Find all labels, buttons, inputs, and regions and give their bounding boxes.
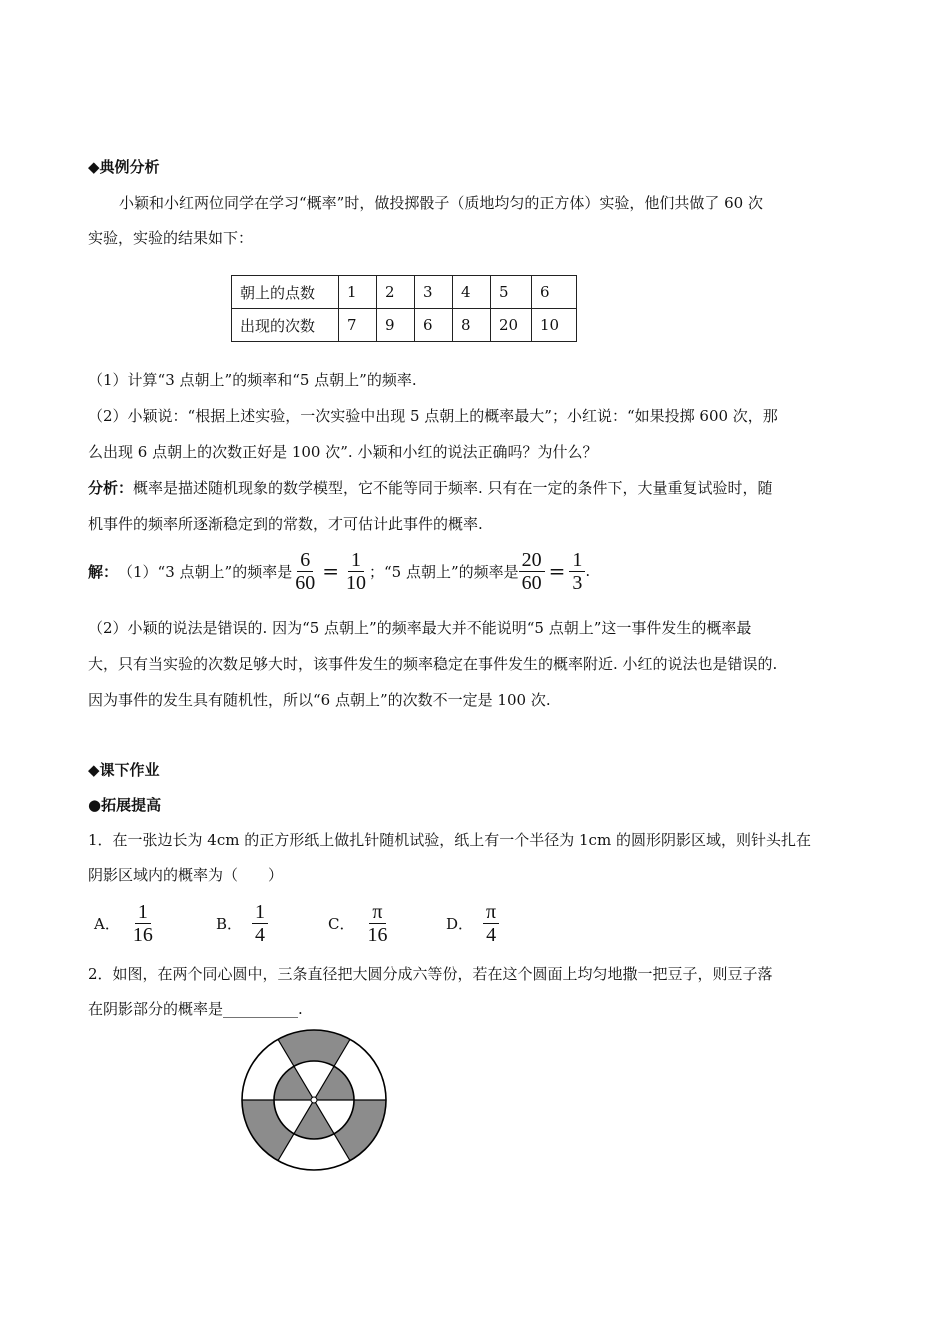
problem-2-line-2: 在阴影部分的概率是__________. [88, 1000, 303, 1018]
outer-shaded-sector [242, 1100, 294, 1161]
solution-1-period: . [585, 562, 591, 580]
option-d [446, 898, 499, 948]
equals-sign: = [322, 559, 339, 583]
fraction-numerator: 20 [519, 549, 545, 572]
table-row [232, 309, 577, 342]
equals-sign: = [548, 559, 566, 583]
solution-label: 解： [88, 562, 119, 581]
analysis-line-2: 机事件的频率所逐渐稳定到的常数，才可估计此事件的概率. [88, 515, 483, 533]
table-cell: 朝上的点数 [232, 276, 339, 309]
table-cell: 2 [377, 276, 415, 309]
inner-shaded-sector [274, 1066, 314, 1100]
fraction-denominator: 4 [255, 923, 266, 946]
option-c [328, 898, 390, 948]
question-2-line-2: 么出现 6 点朝上的次数正好是 100 次”. 小颖和小红的说法正确吗？为什么？ [88, 443, 598, 461]
subheading-extension: ●拓展提高 [88, 796, 162, 814]
fraction-20-60 [519, 549, 545, 594]
table-row [232, 276, 577, 309]
option-a [94, 898, 156, 948]
option-label: A． [94, 914, 120, 933]
fraction-denominator: 16 [367, 923, 388, 946]
table-cell: 1 [339, 276, 377, 309]
question-1: （1）计算“3 点朝上”的频率和“5 点朝上”的频率. [88, 371, 417, 389]
fraction-denominator: 3 [572, 571, 583, 594]
table-cell: 10 [532, 309, 577, 342]
table-cell: 6 [532, 276, 577, 309]
dice-results-table [231, 275, 577, 342]
option-b [216, 898, 268, 948]
option-label: C． [328, 914, 355, 933]
solution-1-middle: ；“5 点朝上”的频率是 [368, 562, 519, 581]
option-fraction [483, 901, 499, 946]
solution-2-line-2: 大，只有当实验的次数足够大时，该事件发生的频率稳定在事件发生的概率附近. 小红的说法也是错误的. [88, 655, 778, 673]
option-fraction [364, 901, 390, 946]
analysis-text: 概率是描述随机现象的数学模型，它不能等同于频率. 只有在一定的条件下，大量重复试验时，随 [133, 479, 773, 497]
solution-2-line-1: （2）小颖的说法是错误的. 因为“5 点朝上”的频率最大并不能说明“5 点朝上”这一事件发生的概率最 [88, 619, 752, 637]
problem-1-line-1: 1．在一张边长为 4cm 的正方形纸上做扎针随机试验，纸上有一个半径为 1cm 的圆形阴影区域，则针头扎在 [88, 831, 811, 849]
table-cell: 7 [339, 309, 377, 342]
solution-line-1 [88, 545, 590, 597]
solution-2-line-3: 因为事件的发生具有随机性，所以“6 点朝上”的次数不一定是 100 次. [88, 691, 551, 709]
table-cell: 4 [453, 276, 491, 309]
problem-1-line-2: 阴影区域内的概率为（ ） [88, 866, 284, 884]
fraction-6-60 [292, 549, 318, 594]
table-cell: 20 [491, 309, 532, 342]
table-cell: 5 [491, 276, 532, 309]
inner-shaded-sector [294, 1100, 334, 1139]
fraction-1-10 [343, 549, 369, 594]
option-label: B． [216, 914, 243, 933]
intro-line-1: 小颖和小红两位同学在学习“概率”时，做投掷骰子（质地均匀的正方体）实验，他们共做了 60 次 [119, 194, 763, 212]
option-fraction [130, 901, 156, 946]
table-cell: 出现的次数 [232, 309, 339, 342]
fraction-denominator: 16 [132, 923, 153, 946]
analysis-label: 分析： [88, 479, 134, 497]
question-2-line-1: （2）小颖说：“根据上述实验，一次实验中出现 5 点朝上的概率最大”；小红说：“如果投掷 600 次，那 [88, 407, 778, 425]
problem-2-line-1: 2．如图，在两个同心圆中，三条直径把大圆分成六等份，若在这个圆面上均匀地撒一把豆子，则豆子落 [88, 965, 773, 983]
table-cell: 9 [377, 309, 415, 342]
fraction-numerator: 1 [569, 549, 585, 572]
analysis-line-1 [88, 478, 773, 498]
option-fraction [252, 901, 268, 946]
table-cell: 6 [415, 309, 453, 342]
fraction-numerator: π [483, 901, 499, 924]
intro-line-2: 实验，实验的结果如下： [88, 229, 254, 247]
table-cell: 8 [453, 309, 491, 342]
figure-group [242, 1030, 386, 1170]
center-point [311, 1097, 317, 1103]
fraction-denominator: 60 [295, 571, 316, 594]
fraction-numerator: 1 [135, 901, 151, 924]
option-label: D． [446, 914, 474, 933]
section-heading-example: ◆典例分析 [88, 158, 160, 176]
inner-shaded-sector [314, 1066, 354, 1100]
fraction-1-3 [569, 549, 585, 594]
fraction-numerator: 6 [297, 549, 313, 572]
fraction-denominator: 4 [486, 923, 497, 946]
outer-shaded-sector [334, 1100, 386, 1161]
fraction-numerator: π [369, 901, 385, 924]
fraction-numerator: 1 [348, 549, 364, 572]
table-cell: 3 [415, 276, 453, 309]
fraction-denominator: 60 [521, 571, 542, 594]
fraction-numerator: 1 [252, 901, 268, 924]
solution-1-prefix: （1）“3 点朝上”的频率是 [118, 562, 293, 581]
fraction-denominator: 10 [345, 571, 366, 594]
section-heading-homework: ◆课下作业 [88, 761, 160, 779]
concentric-circles-figure [236, 1028, 392, 1172]
